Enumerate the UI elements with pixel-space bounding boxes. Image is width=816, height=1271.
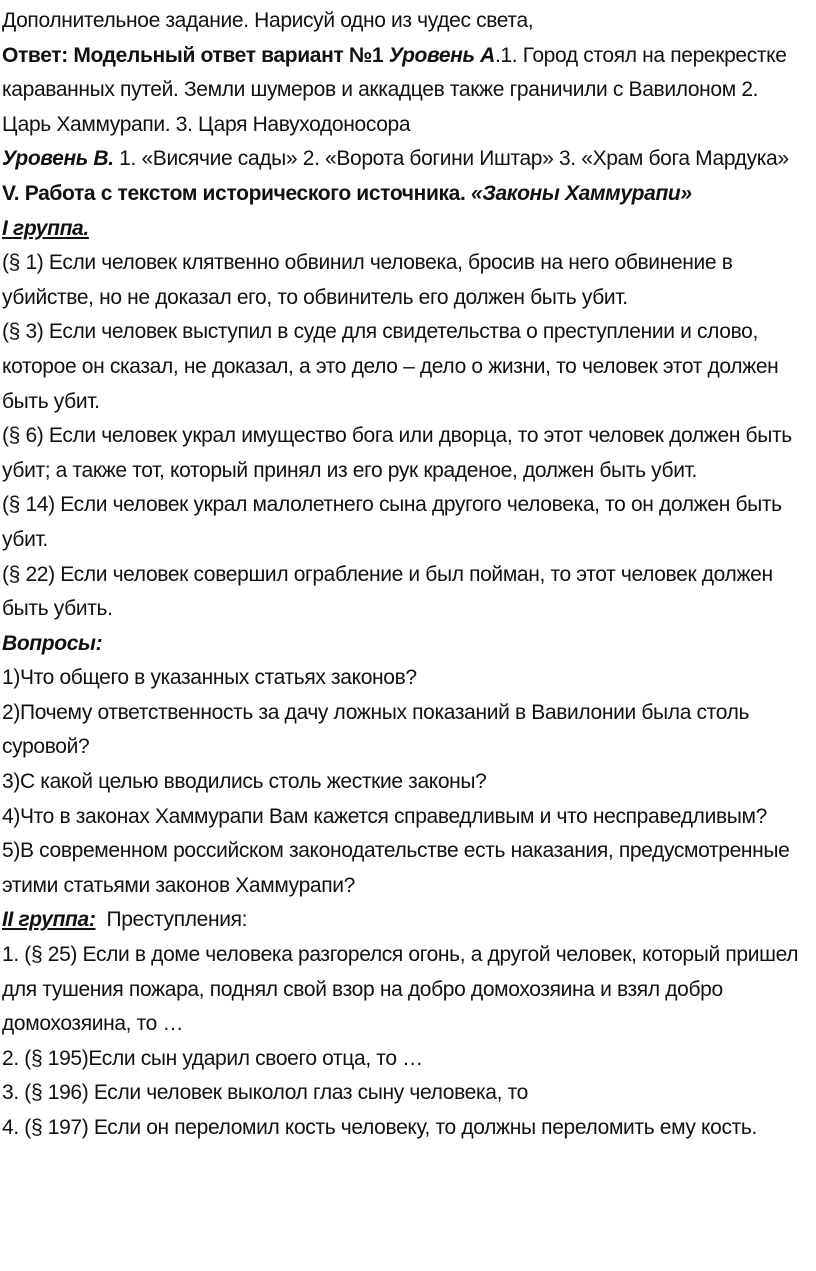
question-item: [2, 800, 812, 835]
document-page: [2, 4, 812, 1146]
group2-label: II группа:: [2, 908, 96, 932]
question-text: 4)Что в законах Хаммурапи Вам кажется справедливым и что несправедливым?: [2, 804, 767, 828]
level-b-paragraph: [2, 142, 812, 177]
law-paragraph: [2, 488, 812, 557]
law-paragraph: [2, 558, 812, 627]
law-text: (§ 1) Если человек клятвенно обвинил человека, бросив на него обвинение в убийстве, но не доказал его, то обвинитель его должен быть убит.: [2, 251, 733, 309]
crime-text: 1. (§ 25) Если в доме человека разгорелся огонь, а другой человек, который пришел для тушения пожара, поднял свой взор на добро домохозяина и взял добро домохозяина, то …: [2, 943, 799, 1036]
answer-paragraph: [2, 39, 812, 143]
intro-text: Дополнительное задание. Нарисуй одно из чудес света,: [2, 9, 534, 32]
answer-label: Ответ: Модельный ответ вариант №1: [2, 43, 389, 67]
crime-item: [2, 1111, 812, 1146]
crime-item: [2, 1076, 812, 1111]
group2-heading: [2, 903, 812, 938]
question-item: [2, 661, 812, 696]
question-item: [2, 696, 812, 765]
group1-label: I группа.: [2, 216, 89, 240]
questions-heading: [2, 627, 812, 662]
crime-item: [2, 1042, 812, 1077]
law-paragraph: [2, 246, 812, 315]
question-text: 5)В современном российском законодательстве есть наказания, предусмотренные этими статьями законов Хаммурапи?: [2, 839, 790, 897]
level-a-text: .1. Город стоял на перекрестке караванных путей. Земли шумеров и аккадцев также граничили с Вавилоном 2. Царь Хаммурапи. 3. Царя Навуходоносора: [2, 43, 787, 136]
law-text: (§ 22) Если человек совершил ограбление и был пойман, то этот человек должен быть убить.: [2, 562, 773, 621]
group2-topic: Преступления:: [95, 908, 248, 932]
crime-item: [2, 938, 812, 1042]
level-b-text: 1. «Висячие сады» 2. «Ворота богини Иштар» 3. «Храм бога Мардука»: [113, 147, 789, 171]
level-b-label: Уровень В.: [2, 147, 114, 171]
crime-text: 3. (§ 196) Если человек выколол глаз сыну человека, то: [2, 1081, 528, 1105]
section-heading: [2, 177, 812, 212]
question-item: [2, 834, 812, 903]
law-text: (§ 14) Если человек украл малолетнего сына другого человека, то он должен быть убит.: [2, 493, 782, 551]
crime-text: 4. (§ 197) Если он переломил кость человеку, то должны переломить ему кость.: [2, 1116, 757, 1139]
level-a-label: Уровень А: [388, 43, 495, 67]
law-paragraph: [2, 315, 812, 419]
question-text: 2)Почему ответственность за дачу ложных показаний в Вавилонии была столь суровой?: [2, 700, 750, 759]
questions-label: Вопросы:: [2, 631, 103, 655]
question-item: [2, 765, 812, 800]
group1-heading: [2, 212, 812, 247]
question-text: 1)Что общего в указанных статьях законов?: [2, 666, 417, 690]
source-title: «Законы Хаммурапи»: [470, 181, 692, 205]
question-text: 3)С какой целью вводились столь жесткие законы?: [2, 770, 487, 794]
crime-text: 2. (§ 195)Если сын ударил своего отца, то …: [2, 1046, 423, 1070]
law-text: (§ 3) Если человек выступил в суде для свидетельства о преступлении и слово, которое он сказал, не доказал, а это дело – дело о жизни, то человек этот должен быть убит.: [2, 320, 779, 413]
intro-line: [2, 4, 812, 39]
section-heading-text: V. Работа с текстом исторического источника.: [2, 181, 471, 205]
law-paragraph: [2, 419, 812, 488]
law-text: (§ 6) Если человек украл имущество бога или дворца, то этот человек должен быть убит; а также тот, который принял из его рук краденое, должен быть убит.: [2, 424, 792, 482]
